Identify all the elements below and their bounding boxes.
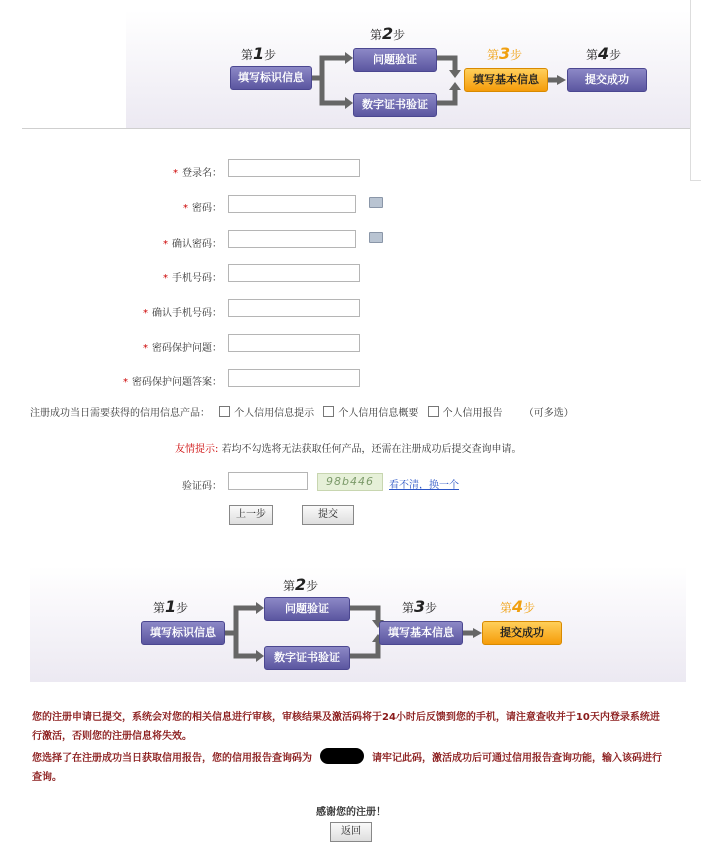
mobile-label: * 手机号码： [163,273,222,284]
prev-step-button[interactable]: 上一步 [229,505,273,525]
keyboard-icon[interactable] [369,197,383,208]
query-code-text: 您选择了在注册成功当日获取信用报告，您的信用报告查询码为 [32,753,312,764]
products-row [30,404,574,419]
bottom-step3-number: 第3步 [402,597,438,616]
bottom-step1-pill: 填写标识信息 [141,621,225,645]
product1-label: 个人信用信息提示 [234,408,315,419]
tip-text: 若均不勾选将无法获取任何产品，还需在注册成功后提交查询申请。 [221,444,522,455]
confirm-password-label: * 确认密码： [163,239,222,250]
result-message-1: 您的注册申请已提交，系统会对您的相关信息进行审核，审核结果及激活码将于24小时后反馈到您的手机，请注意查收并于10天内登录系统进行激活，否则您的注册信息将失效。 [32,712,660,742]
product2-checkbox[interactable] [323,406,334,417]
top-step1-number: 第1步 [241,44,277,63]
bottom-step2-number: 第2步 [283,575,319,594]
captcha-label: 验证码： [182,481,222,492]
top-step2b-pill: 数字证书验证 [353,93,437,117]
remember-code-text: 请牢记此码，激活成功后可通过信用报告查询功能，输入该码进行查询。 [32,753,662,783]
security-answer-label: * 密码保护问题答案： [123,377,222,388]
top-step1-pill: 填写标识信息 [230,66,312,90]
login-name-input[interactable] [228,159,360,177]
login-name-label: * 登录名： [173,168,222,179]
top-step3-number: 第3步 [487,44,523,63]
bottom-step-banner [30,566,686,682]
captcha-input[interactable] [228,472,308,490]
bottom-step4-number: 第4步 [500,597,536,616]
thanks-message: 感谢您的注册！ [316,807,386,818]
product2-label: 个人信用信息概要 [338,408,419,419]
top-step3-pill: 填写基本信息 [464,68,548,92]
redacted-query-code [320,748,364,764]
friendly-tip [175,440,522,455]
bottom-step4-pill: 提交成功 [482,621,562,645]
product3-label: 个人信用报告 [442,408,503,419]
products-label: 注册成功当日需要获得的信用信息产品： [30,408,210,419]
security-question-input[interactable] [228,334,360,352]
bottom-step3-pill: 填写基本信息 [379,621,463,645]
mobile-input[interactable] [228,264,360,282]
bottom-step1-number: 第1步 [153,597,189,616]
confirm-password-input[interactable] [228,230,356,248]
tip-label: 友情提示: [175,444,219,455]
top-step2a-pill: 问题验证 [353,48,437,72]
top-step4-pill: 提交成功 [567,68,647,92]
password-label: * 密码： [183,203,222,214]
product3-checkbox[interactable] [428,406,439,417]
back-button[interactable]: 返回 [330,822,372,842]
multi-select-hint: （可多选） [523,408,574,419]
confirm-mobile-label: * 确认手机号码： [143,308,222,319]
bottom-step2a-pill: 问题验证 [264,597,350,621]
password-input[interactable] [228,195,356,213]
product1-checkbox[interactable] [219,406,230,417]
banner-divider [22,128,690,129]
result-message-2 [32,748,662,787]
top-step4-number: 第4步 [586,44,622,63]
security-answer-input[interactable] [228,369,360,387]
submit-button[interactable]: 提交 [302,505,354,525]
security-question-label: * 密码保护问题： [143,343,222,354]
bottom-step2b-pill: 数字证书验证 [264,646,350,670]
captcha-image: 98b446 [317,473,383,491]
captcha-refresh-link[interactable]: 看不清，换一个 [389,480,459,491]
keyboard-icon[interactable] [369,232,383,243]
top-step2-number: 第2步 [370,24,406,43]
side-frame [690,0,701,181]
confirm-mobile-input[interactable] [228,299,360,317]
